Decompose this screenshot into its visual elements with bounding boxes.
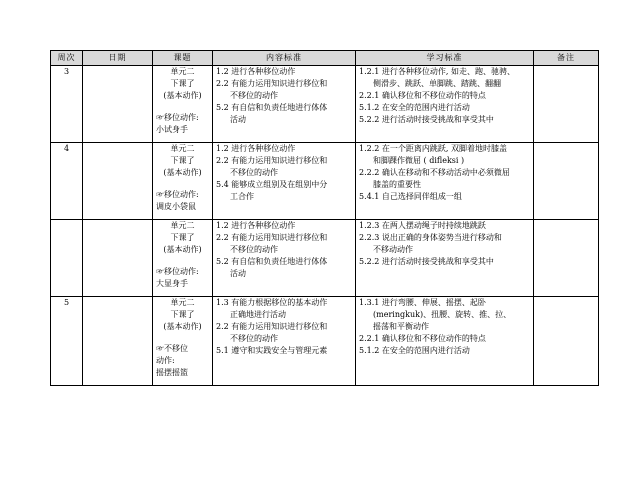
week-cell: 3 [51, 66, 83, 143]
topic-line: (基本动作) [163, 245, 202, 254]
header-learning-standard: 学习标准 [356, 51, 534, 66]
header-topic: 课题 [153, 51, 213, 66]
content-standard-line: 不移位的动作 [230, 334, 278, 343]
topic-line: 单元二 [170, 298, 195, 307]
topic-line: 单元二 [170, 221, 195, 230]
topic-line: 下课了 [170, 233, 195, 242]
topic-note-line: ☞移位动作: [156, 190, 199, 199]
topic-line: 下课了 [170, 310, 195, 319]
content-standard-line: 活动 [230, 115, 246, 124]
topic-activity-note [156, 189, 209, 213]
header-row [51, 51, 599, 66]
content-standard-line: 工合作 [230, 192, 254, 201]
learning-standard-cell [356, 220, 534, 297]
content-standard-line: 不移位的动作 [230, 168, 278, 177]
content-standard-line: 2.2 有能力运用知识进行移位和 [216, 322, 328, 331]
learning-standard-line: 2.2.1 确认移位和不移位动作的特点 [359, 334, 486, 343]
learning-standard-line: (meringkuk)、扭腰、旋转、推、拉、 [373, 310, 512, 319]
topic-activity-note [156, 343, 209, 379]
header-date: 日期 [83, 51, 153, 66]
topic-line: 单元二 [170, 144, 195, 153]
week-cell: 5 [51, 297, 83, 386]
learning-standard-cell [356, 297, 534, 386]
content-standard-line: 1.3 有能力根据移位的基本动作 [216, 298, 328, 307]
learning-standard-line: 2.2.3 说出正确的身体姿势当进行移动和 [359, 233, 502, 242]
topic-cell [153, 297, 213, 386]
content-standard-line: 5.2 有自信和负责任地进行体体 [216, 257, 328, 266]
content-standard-line: 活动 [230, 269, 246, 278]
content-standard-line: 5.4 能够成立组别及在组别中分 [216, 180, 328, 189]
date-cell [83, 220, 153, 297]
learning-standard-line: 5.1.2 在安全的范围内进行活动 [359, 103, 470, 112]
remarks-cell [534, 297, 599, 386]
content-standard-cell [213, 66, 356, 143]
learning-standard-line: 5.1.2 在安全的范围内进行活动 [359, 346, 470, 355]
learning-standard-line: 摇荡和平衡动作 [373, 322, 429, 331]
learning-standard-line: 2.2.2 确认在移动和不移动活动中必须微屈 [359, 168, 510, 177]
content-standard-line: 2.2 有能力运用知识进行移位和 [216, 79, 328, 88]
topic-line: 单元二 [170, 67, 195, 76]
table-row [51, 143, 599, 220]
topic-note-line: ☞移位动作: [156, 267, 199, 276]
date-cell [83, 66, 153, 143]
content-standard-cell [213, 143, 356, 220]
table-row [51, 66, 599, 143]
learning-standard-line: 5.2.2 进行活动时接受挑战和享受其中 [359, 257, 494, 266]
topic-note-line: ☞移位动作: [156, 113, 199, 122]
table-body [51, 66, 599, 386]
content-standard-line: 不移位的动作 [230, 245, 278, 254]
topic-note-line: 大显身手 [156, 279, 188, 288]
content-standard-cell [213, 297, 356, 386]
remarks-cell [534, 66, 599, 143]
topic-note-line: ☞不移位 [156, 344, 188, 353]
content-standard-line: 1.2 进行各种移位动作 [216, 221, 296, 230]
topic-cell [153, 220, 213, 297]
learning-standard-line: 5.4.1 自己选择同伴组成一组 [359, 192, 462, 201]
learning-standard-cell [356, 66, 534, 143]
week-cell: 4 [51, 143, 83, 220]
topic-cell [153, 143, 213, 220]
topic-activity-note [156, 266, 209, 290]
date-cell [83, 297, 153, 386]
learning-standard-line: 和脚踝作微屈 ( difleksi ) [373, 156, 465, 165]
topic-note-line: 动作: [156, 356, 175, 365]
topic-note-line: 摇摆摇篮 [156, 368, 188, 377]
remarks-cell [534, 220, 599, 297]
topic-line: (基本动作) [163, 91, 202, 100]
lesson-plan-table [50, 50, 599, 386]
week-cell [51, 220, 83, 297]
learning-standard-line: 2.2.1 确认移位和不移位动作的特点 [359, 91, 486, 100]
header-content-standard: 内容标准 [213, 51, 356, 66]
topic-line: 下课了 [170, 79, 195, 88]
content-standard-line: 5.1 遵守和实践安全与管理元素 [216, 346, 328, 355]
learning-standard-line: 1.2.3 在两人摆动绳子时持续地跳跃 [359, 221, 486, 230]
learning-standard-line: 膝盖的重要性 [373, 180, 421, 189]
table-row [51, 220, 599, 297]
learning-standard-line: 1.2.1 进行各种移位动作, 如走、跑、驰骋、 [359, 67, 515, 76]
content-standard-line: 2.2 有能力运用知识进行移位和 [216, 156, 328, 165]
content-standard-line: 2.2 有能力运用知识进行移位和 [216, 233, 328, 242]
learning-standard-cell [356, 143, 534, 220]
content-standard-line: 1.2 进行各种移位动作 [216, 144, 296, 153]
topic-note-line: 调皮小袋鼠 [156, 202, 196, 211]
topic-cell [153, 66, 213, 143]
content-standard-line: 5.2 有自信和负责任地进行体体 [216, 103, 328, 112]
learning-standard-line: 5.2.2 进行活动时接受挑战和享受其中 [359, 115, 494, 124]
learning-standard-line: 1.2.2 在一个距离内跳跃, 双脚着地时膝盖 [359, 144, 507, 153]
learning-standard-line: 侧滑步、跳跃、单脚跳、踏跳、翻翻 [373, 79, 501, 88]
content-standard-line: 正确地进行活动 [230, 310, 286, 319]
learning-standard-line: 不移动动作 [373, 245, 413, 254]
topic-line: (基本动作) [163, 168, 202, 177]
content-standard-cell [213, 220, 356, 297]
header-remarks: 备注 [534, 51, 599, 66]
topic-note-line: 小试身手 [156, 125, 188, 134]
topic-activity-note [156, 112, 209, 136]
date-cell [83, 143, 153, 220]
content-standard-line: 不移位的动作 [230, 91, 278, 100]
header-week: 周次 [51, 51, 83, 66]
topic-line: (基本动作) [163, 322, 202, 331]
topic-line: 下课了 [170, 156, 195, 165]
content-standard-line: 1.2 进行各种移位动作 [216, 67, 296, 76]
table-row [51, 297, 599, 386]
remarks-cell [534, 143, 599, 220]
learning-standard-line: 1.3.1 进行弯腰、伸展、摇摆、起卧 [359, 298, 486, 307]
